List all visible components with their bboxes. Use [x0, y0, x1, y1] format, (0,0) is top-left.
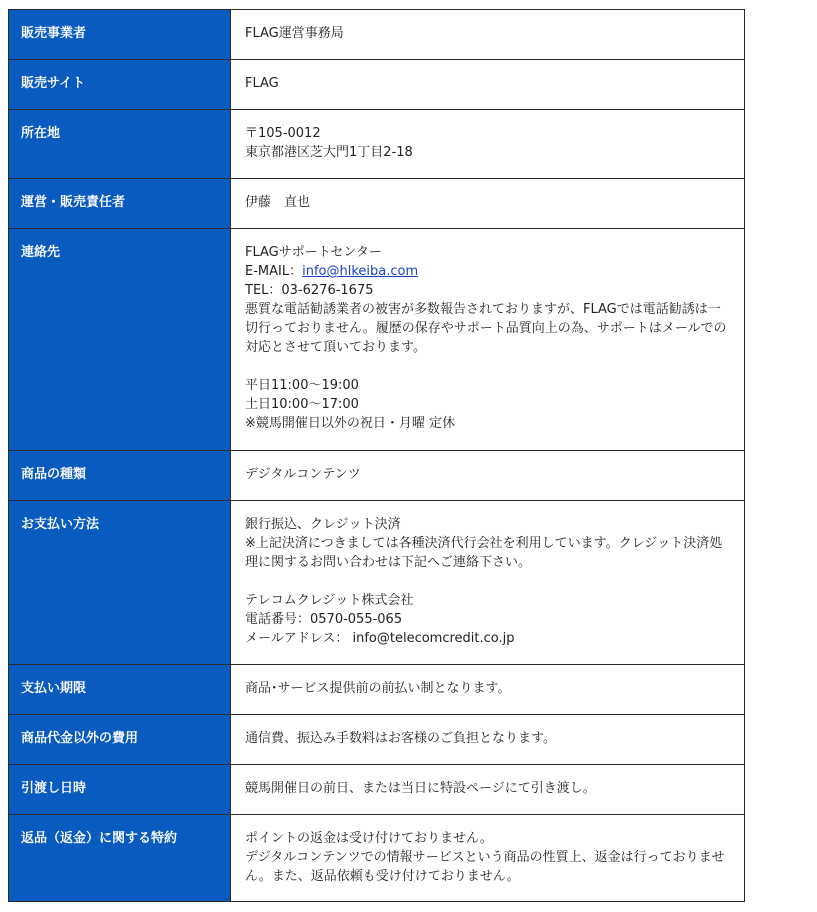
- row-product-type: [9, 451, 745, 501]
- row-payment-method: [9, 501, 745, 665]
- label-manager: 運営・販売責任者: [9, 179, 231, 229]
- phone-solicitation-notice: 悪質な電話勧誘業者の被害が多数報告されておりますが、FLAGでは電話勧誘は一切行っておりません。履歴の保存やサポート品質向上の為、サポートはメールでの対応とさせて頂いております。: [245, 302, 727, 355]
- value-payment-deadline: [231, 665, 745, 715]
- row-address: [9, 110, 745, 179]
- row-delivery: [9, 765, 745, 815]
- support-center-name: FLAGサポートセンター: [245, 245, 382, 260]
- label-other-costs: 商品代金以外の費用: [9, 715, 231, 765]
- row-manager: [9, 179, 745, 229]
- value-contact: [231, 229, 745, 451]
- postal-code: 〒105-0012: [245, 126, 321, 141]
- payment-company: テレコムクレジット株式会社: [245, 593, 414, 608]
- legal-notice-table: [8, 9, 745, 902]
- row-other-costs: [9, 715, 745, 765]
- legal-notice-container: [8, 9, 744, 902]
- street-address: 東京都港区芝大門1丁目2-18: [245, 145, 413, 160]
- value-manager: [231, 179, 745, 229]
- payment-note: ※上記決済につきましては各種決済代行会社を利用しています。クレジット決済処理に関するお問い合わせは下記へご連絡下さい。: [245, 536, 723, 570]
- row-contact: [9, 229, 745, 451]
- label-contact: 連絡先: [9, 229, 231, 451]
- payment-mail: メールアドレス： info@telecomcredit.co.jp: [245, 631, 515, 646]
- payment-deadline: 商品･サービス提供前の前払い制となります。: [245, 681, 511, 696]
- refund-policy: デジタルコンテンツでの情報サービスという商品の性質上、返金は行っておりません。また、返品依頼も受け付けておりません。: [245, 850, 725, 884]
- site-name: FLAG: [245, 76, 279, 91]
- value-payment-method: [231, 501, 745, 665]
- label-site: 販売サイト: [9, 60, 231, 110]
- tel-line: TEL：03-6276-1675: [245, 283, 374, 298]
- email-label: E-MAIL：: [245, 264, 303, 279]
- label-product-type: 商品の種類: [9, 451, 231, 501]
- hours-weekend: 土日10:00～17:00: [245, 397, 359, 412]
- spacer: [245, 572, 730, 591]
- refund-points: ポイントの返金は受け付けておりません。: [245, 831, 493, 846]
- row-refund: [9, 815, 745, 902]
- delivery-timing: 競馬開催日の前日、または当日に特設ページにて引き渡し。: [245, 781, 596, 796]
- row-seller: [9, 10, 745, 60]
- value-site: [231, 60, 745, 110]
- payment-methods: 銀行振込、クレジット決済: [245, 517, 401, 532]
- row-site: [9, 60, 745, 110]
- other-costs: 通信費、振込み手数料はお客様のご負担となります。: [245, 731, 556, 746]
- value-address: [231, 110, 745, 179]
- label-payment-deadline: 支払い期限: [9, 665, 231, 715]
- hours-weekday: 平日11:00～19:00: [245, 378, 359, 393]
- value-refund: [231, 815, 745, 902]
- value-seller: [231, 10, 745, 60]
- value-product-type: [231, 451, 745, 501]
- label-refund: 返品（返金）に関する特約: [9, 815, 231, 902]
- email-line: [245, 262, 730, 281]
- product-type: デジタルコンテンツ: [245, 467, 361, 482]
- value-other-costs: [231, 715, 745, 765]
- label-address: 所在地: [9, 110, 231, 179]
- row-payment-deadline: [9, 665, 745, 715]
- label-delivery: 引渡し日時: [9, 765, 231, 815]
- seller-name: FLAG運営事務局: [245, 26, 344, 41]
- payment-phone: 電話番号：0570-055-065: [245, 612, 403, 627]
- spacer: [245, 357, 730, 376]
- label-seller: 販売事業者: [9, 10, 231, 60]
- value-delivery: [231, 765, 745, 815]
- closed-days: ※競馬開催日以外の祝日・月曜 定休: [245, 416, 456, 431]
- label-payment-method: お支払い方法: [9, 501, 231, 665]
- manager-name: 伊藤 直也: [245, 195, 311, 210]
- support-email-link[interactable]: info@hlkeiba.com: [302, 264, 419, 279]
